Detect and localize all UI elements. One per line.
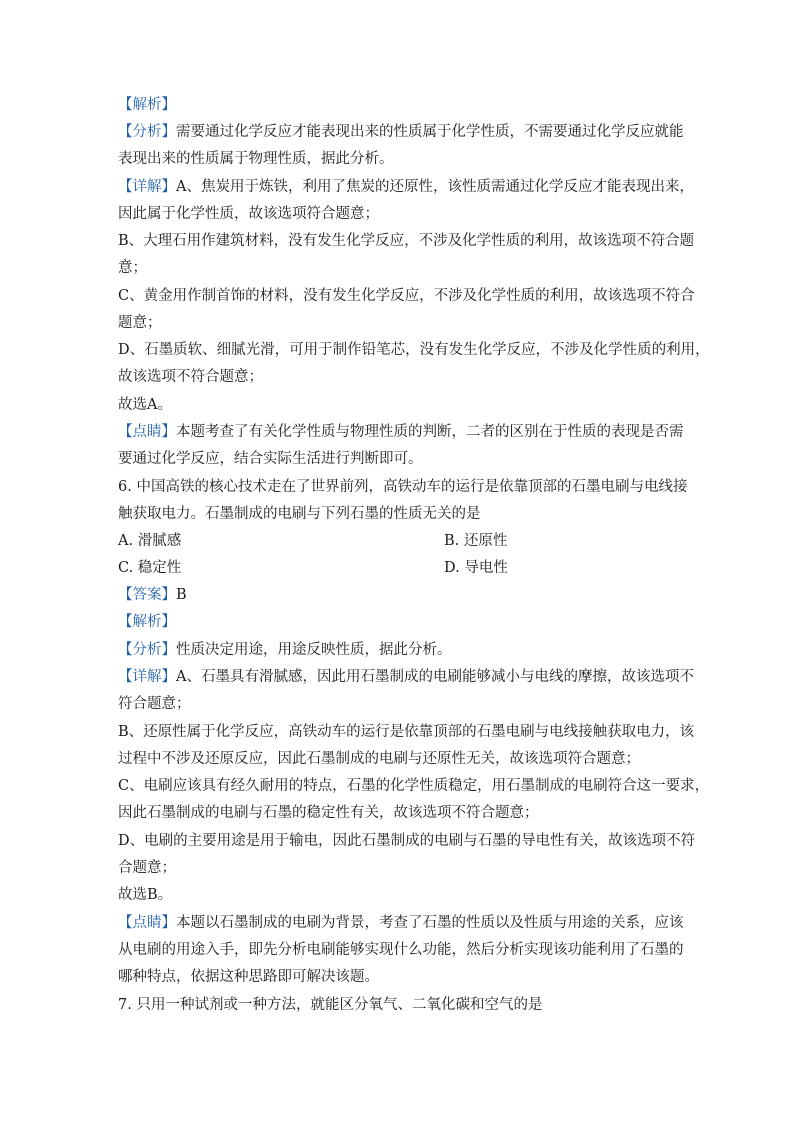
fenxi-tag: 【分析】 bbox=[118, 124, 176, 140]
option-c-explain-6-1: C、电刷应该具有经久耐用的特点，石墨的化学性质稳定，用石墨制成的电刷符合这一要求， bbox=[118, 778, 710, 794]
question-6-stem-1: 6. 中国高铁的核心技术走在了世界前列，高铁动车的运行是依靠顶部的石墨电刷与电线接 bbox=[118, 479, 688, 495]
option-b-explain-6-2: 过程中不涉及还原反应，因此石墨制成的电刷与还原性无关，故该选项符合题意； bbox=[118, 751, 640, 767]
option-d-explain-1: D、石墨质软、细腻光滑，可用于制作铅笔芯，没有发生化学反应，不涉及化学性质的利用， bbox=[118, 342, 710, 358]
option-c: C. 稳定性 bbox=[118, 560, 182, 576]
fenxi-text-6: 性质决定用途，用途反映性质，据此分析。 bbox=[176, 642, 452, 658]
dianjing-line-6-3: 哪种特点，依据这种思路即可解决该题。 bbox=[118, 969, 379, 985]
dianjing-tag: 【点睛】 bbox=[118, 424, 176, 440]
dianjing-line-2: 要通过化学反应，结合实际生活进行判断即可。 bbox=[118, 451, 423, 467]
dianjing-text-6: 本题以石墨制成的电刷为背景，考查了石墨的性质以及性质与用途的关系，应该 bbox=[176, 915, 684, 931]
answer-line bbox=[118, 585, 187, 605]
xiangjie-text: A、焦炭用于炼铁，利用了焦炭的还原性，该性质需通过化学反应才能表现出来， bbox=[176, 179, 694, 195]
option-c-explain-6-2: 因此石墨制成的电刷与石墨的稳定性有关，故该选项不符合题意； bbox=[118, 805, 539, 821]
option-d-explain-6-2: 合题意； bbox=[118, 860, 176, 876]
xiangjie-tag-6: 【详解】 bbox=[118, 669, 176, 685]
question-7-stem: 7. 只用一种试剂或一种方法，就能区分氧气、二氧化碳和空气的是 bbox=[118, 997, 543, 1013]
option-b: B. 还原性 bbox=[444, 533, 508, 549]
fenxi-line-2: 表现出来的性质属于物理性质，据此分析。 bbox=[118, 151, 394, 167]
option-b-explain-2: 意； bbox=[118, 260, 147, 276]
fenxi-line-1 bbox=[118, 122, 684, 142]
dianjing-line-1 bbox=[118, 422, 684, 442]
xiangjie-line-1 bbox=[118, 177, 694, 197]
option-b-explain-6-1: B、还原性属于化学反应，高铁动车的运行是依靠顶部的石墨电刷与电线接触获取电力，该 bbox=[118, 724, 695, 740]
jiexi-tag: 【解析】 bbox=[118, 97, 176, 113]
question-6-stem-2: 触获取电力。石墨制成的电刷与下列石墨的性质无关的是 bbox=[118, 506, 481, 522]
answer-value: B bbox=[176, 587, 187, 603]
fenxi-tag-6: 【分析】 bbox=[118, 642, 176, 658]
option-a: A. 滑腻感 bbox=[118, 533, 182, 549]
dianjing-tag-6: 【点睛】 bbox=[118, 915, 176, 931]
xiangjie-tag: 【详解】 bbox=[118, 179, 176, 195]
jiexi-tag-6: 【解析】 bbox=[118, 614, 176, 630]
option-c-explain-1: C、黄金用作制首饰的材料，没有发生化学反应，不涉及化学性质的利用，故该选项不符合 bbox=[118, 288, 695, 304]
option-d: D. 导电性 bbox=[444, 560, 508, 576]
choose-answer-6: 故选B。 bbox=[118, 887, 173, 903]
option-d-explain-2: 故该选项不符合题意； bbox=[118, 369, 263, 385]
xiangjie-line-2: 因此属于化学性质，故该选项符合题意； bbox=[118, 206, 379, 222]
xiangjie-text-6: A、石墨具有滑腻感，因此用石墨制成的电刷能够减小与电线的摩擦，故该选项不 bbox=[176, 669, 694, 685]
xiangjie-line-6-1 bbox=[118, 667, 694, 687]
dianjing-text: 本题考查了有关化学性质与物理性质的判断，二者的区别在于性质的表现是否需 bbox=[176, 424, 684, 440]
option-d-explain-6-1: D、电刷的主要用途是用于输电，因此石墨制成的电刷与石墨的导电性有关，故该选项不符 bbox=[118, 833, 696, 849]
option-b-explain-1: B、大理石用作建筑材料，没有发生化学反应，不涉及化学性质的利用，故该选项不符合题 bbox=[118, 233, 695, 249]
fenxi-text: 需要通过化学反应才能表现出来的性质属于化学性质，不需要通过化学反应就能 bbox=[176, 124, 684, 140]
dianjing-line-6-2: 从电刷的用途入手，即先分析电刷能够实现什么功能，然后分析实现该功能利用了石墨的 bbox=[118, 942, 684, 958]
choose-answer: 故选A。 bbox=[118, 397, 172, 413]
option-c-explain-2: 题意； bbox=[118, 315, 162, 331]
xiangjie-line-6-2: 符合题意； bbox=[118, 696, 191, 712]
dianjing-line-6-1 bbox=[118, 913, 684, 933]
answer-tag: 【答案】 bbox=[118, 587, 176, 603]
fenxi-line-6 bbox=[118, 640, 452, 660]
